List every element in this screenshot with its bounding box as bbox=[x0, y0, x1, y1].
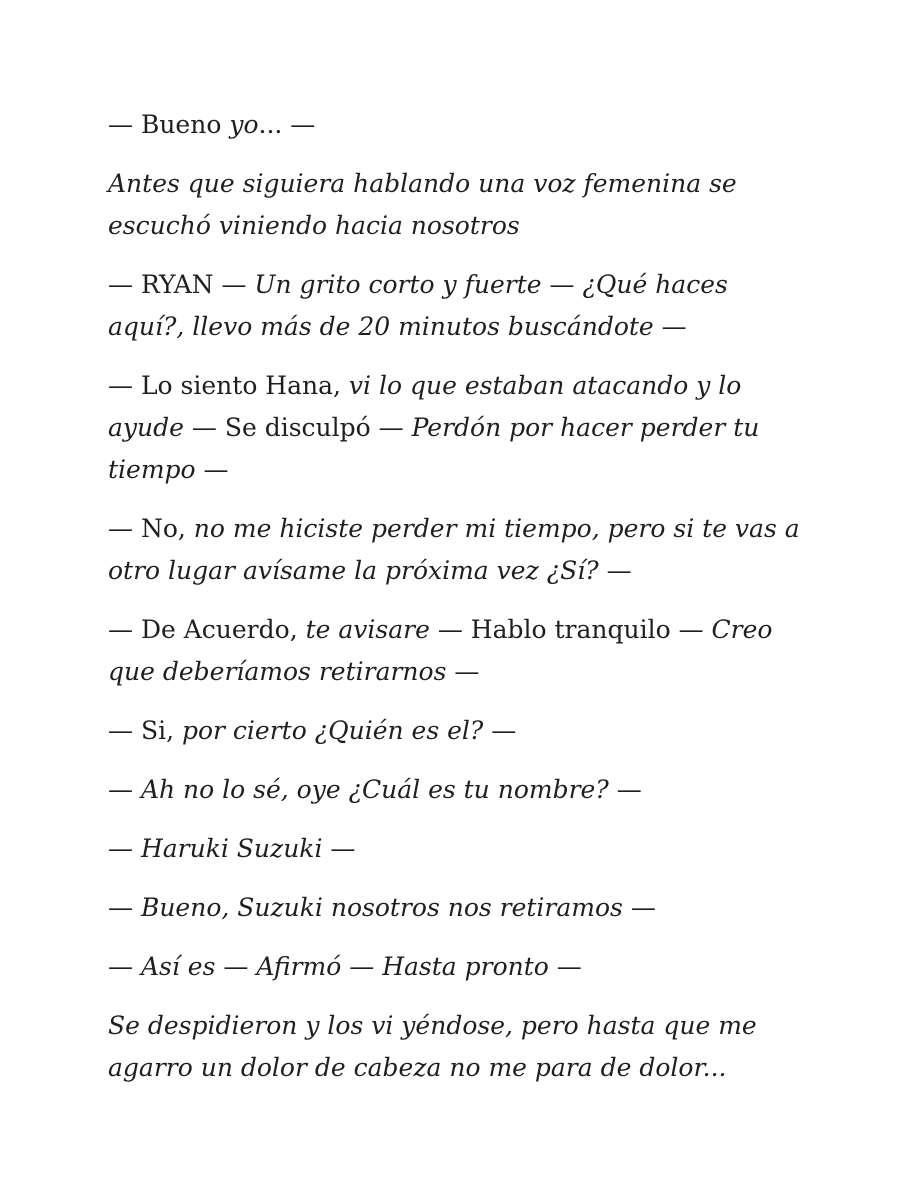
text-segment: — Si, bbox=[108, 716, 182, 745]
paragraph bbox=[108, 104, 810, 146]
text-segment: Se despidieron y los vi yéndose, pero hasta que me agarro bbox=[108, 1011, 757, 1082]
text-segment: yo bbox=[229, 110, 259, 139]
text-segment: — No, bbox=[108, 514, 194, 543]
text-segment: vi lo que estaban atacando y lo ayude bbox=[108, 371, 742, 442]
text-segment: — bbox=[215, 952, 257, 981]
text-segment: — bbox=[322, 834, 356, 863]
text-segment: — bbox=[548, 952, 582, 981]
paragraph bbox=[108, 365, 810, 491]
paragraph bbox=[108, 710, 810, 752]
text-segment: — bbox=[108, 952, 141, 981]
text-segment: — bbox=[598, 556, 632, 585]
text-segment: te avisare bbox=[305, 615, 430, 644]
text-segment: Hasta pronto bbox=[382, 952, 549, 981]
paragraph bbox=[108, 946, 810, 988]
document-body bbox=[108, 104, 810, 1089]
text-segment: Creo que deberíamos retirarnos bbox=[108, 615, 773, 686]
text-segment: Antes que siguiera hablando una voz femenina se escuchó viniendo hacia nosotros bbox=[108, 169, 737, 240]
text-segment: Afirmó bbox=[256, 952, 342, 981]
paragraph bbox=[108, 508, 810, 592]
paragraph bbox=[108, 163, 810, 247]
text-segment: — bbox=[108, 775, 141, 804]
text-segment: — bbox=[483, 716, 517, 745]
paragraph bbox=[108, 887, 810, 929]
text-segment: — bbox=[341, 952, 383, 981]
text-segment: — bbox=[108, 834, 141, 863]
text-segment: — bbox=[108, 893, 141, 922]
text-segment: — bbox=[195, 455, 229, 484]
text-segment: Así es bbox=[140, 952, 216, 981]
text-segment: Haruki Suzuki bbox=[140, 834, 323, 863]
text-segment: por cierto ¿Quién es el? bbox=[181, 716, 484, 745]
paragraph bbox=[108, 264, 810, 348]
text-segment: Ah no lo sé, oye ¿Cuál es tu nombre? bbox=[140, 775, 609, 804]
paragraph bbox=[108, 769, 810, 811]
text-segment: Un grito corto y fuerte bbox=[254, 270, 542, 299]
text-segment: — Lo siento Hana, bbox=[108, 371, 349, 400]
text-segment: — bbox=[608, 775, 642, 804]
text-segment: Bueno, Suzuki nosotros nos retiramos bbox=[140, 893, 623, 922]
text-segment: — Hablo tranquilo — bbox=[429, 615, 712, 644]
text-segment: — De Acuerdo, bbox=[108, 615, 306, 644]
text-segment: ... — bbox=[258, 110, 316, 139]
text-segment: un dolor de cabeza no me para de dolor... bbox=[200, 1053, 727, 1082]
text-segment: — Bueno bbox=[108, 110, 230, 139]
text-segment: — bbox=[446, 657, 480, 686]
text-segment: — bbox=[541, 270, 583, 299]
text-segment: — bbox=[622, 893, 656, 922]
text-segment: ¿Qué haces aquí?, llevo más de 20 minutos buscándote bbox=[108, 270, 728, 341]
text-segment: — bbox=[653, 312, 687, 341]
text-segment: — RYAN — bbox=[108, 270, 255, 299]
text-segment: no me hiciste perder mi tiempo, pero si te vas a otro lugar avísame la próxima vez ¿Sí? bbox=[108, 514, 800, 585]
paragraph bbox=[108, 1005, 810, 1089]
paragraph bbox=[108, 828, 810, 870]
text-segment: Perdón por hacer perder tu tiempo bbox=[108, 413, 760, 484]
paragraph bbox=[108, 609, 810, 693]
text-segment: — Se disculpó — bbox=[183, 413, 412, 442]
